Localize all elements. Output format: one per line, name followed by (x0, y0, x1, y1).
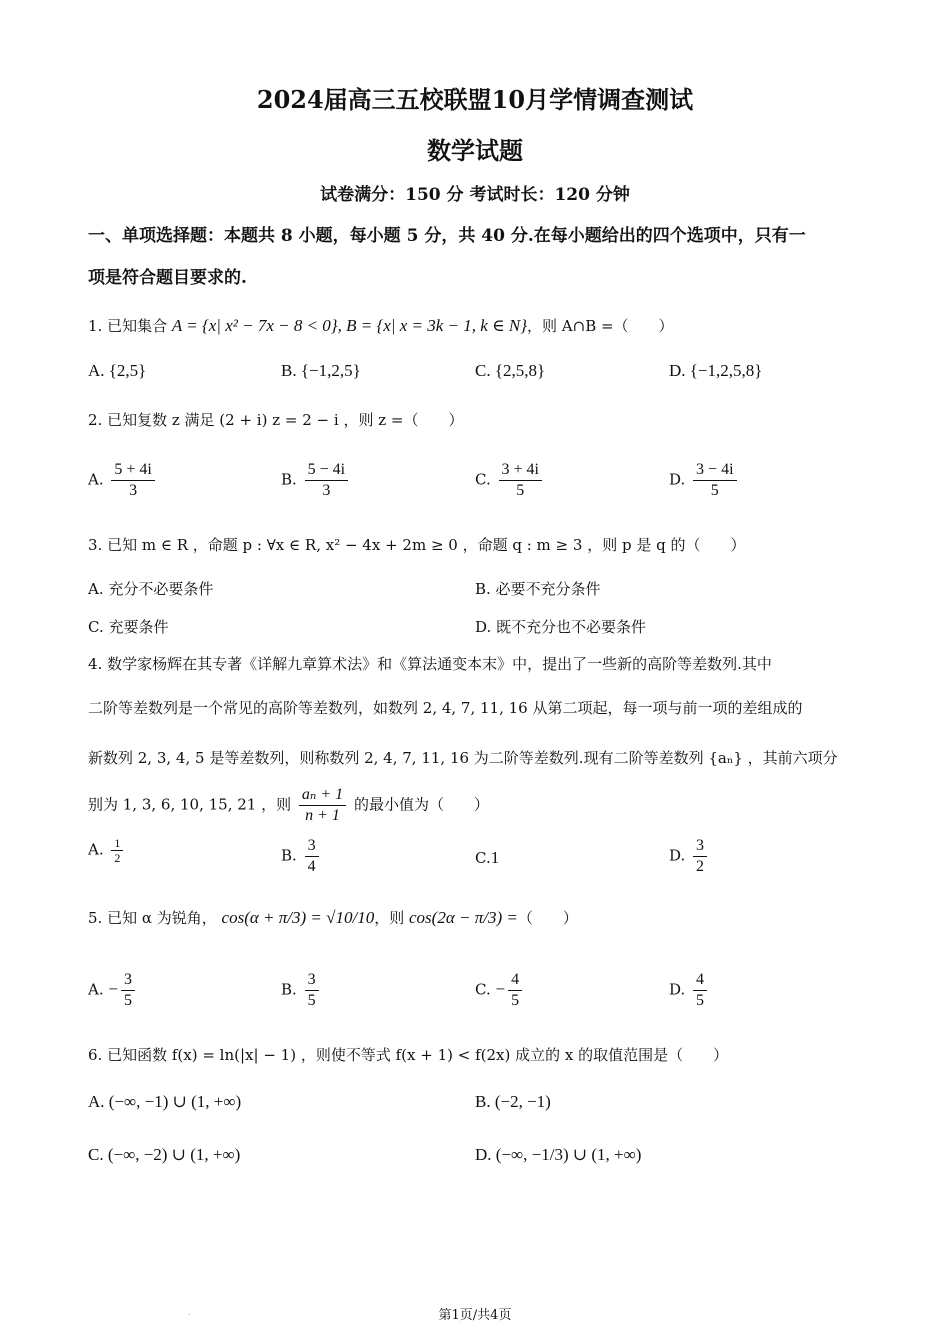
fraction-numerator: 3 + 4i (499, 460, 542, 481)
question-4-line4 (88, 785, 878, 826)
fraction-numerator: 3 (121, 970, 135, 991)
fraction-numerator: 4 (693, 970, 707, 991)
exam-subject: 数学试题 (427, 136, 523, 165)
question-2-option-b (281, 460, 351, 501)
question-5-suffix: （ ） (517, 909, 578, 927)
question-5-number: 5. (88, 909, 108, 927)
fraction-numerator: 3 (305, 836, 319, 857)
question-5-condition: cos(α + π/3) = √10/10 (221, 908, 375, 927)
option-label: A. (88, 840, 104, 859)
option-label: C. (475, 849, 491, 867)
exam-title: 2024届高三五校联盟10月学情调查测试 (256, 85, 694, 114)
fraction-numerator: aₙ + 1 (299, 785, 346, 806)
option-sign: − (495, 979, 506, 999)
question-2-text: 已知复数 z 满足 (2 + i) z = 2 − i ，则 z =（ ） (107, 411, 464, 429)
question-3-option-d: D. 既不充分也不必要条件 (475, 618, 647, 636)
question-2 (88, 408, 878, 432)
question-5 (88, 906, 878, 930)
question-6-text: 已知函数 f(x) = ln(|x| − 1) ，则使不等式 f(x + 1) < f(2x) 成立的 x 的取值范围是（ ） (107, 1046, 729, 1064)
option-value: 1 (490, 848, 500, 867)
option-label: B. (281, 980, 297, 999)
question-3-text: 已知 m ∈ R ，命题 p : ∀x ∈ R, x² − 4x + 2m ≥ 0 ，命题 q : m ≥ 3 ，则 p 是 q 的（ ） (107, 536, 746, 554)
fraction-numerator: 4 (508, 970, 522, 991)
fraction-numerator: 5 + 4i (111, 460, 154, 481)
question-6-option-a: A. (−∞, −1) ∪ (1, +∞) (88, 1092, 242, 1111)
question-6-option-b: B. (−2, −1) (475, 1092, 551, 1111)
option-label: C. (475, 470, 491, 489)
fraction-denominator: 5 (710, 482, 719, 499)
question-6-number: 6. (88, 1046, 108, 1064)
exam-info: 试卷满分：150 分 考试时长：120 分钟 (320, 185, 630, 205)
question-1-math: A = {x| x² − 7x − 8 < 0}, B = {x| x = 3k − 1, k ∈ N} (171, 316, 528, 335)
question-1-number: 1. (88, 317, 108, 335)
question-2-option-c (475, 460, 545, 501)
question-6 (88, 1043, 878, 1067)
fraction-denominator: 5 (123, 992, 132, 1009)
stray-mark: . (188, 1308, 191, 1317)
option-label: D. (669, 470, 686, 489)
question-3-option-a: A. 充分不必要条件 (88, 580, 214, 598)
question-5-option-c (475, 970, 525, 1011)
question-5-option-b (281, 970, 322, 1011)
option-label: D. (669, 846, 686, 865)
fraction-numerator: 3 − 4i (693, 460, 736, 481)
question-4-option-b (281, 836, 322, 877)
question-6-option-d: D. (−∞, −1/3) ∪ (1, +∞) (475, 1145, 642, 1164)
question-4-option-a (88, 836, 126, 865)
question-5-target: cos(2α − π/3) = (409, 908, 518, 927)
question-4-line4-prefix: 别为 1, 3, 6, 10, 15, 21 ，则 (88, 795, 292, 814)
fraction-denominator: 5 (696, 992, 705, 1009)
fraction-numerator: 3 (305, 970, 319, 991)
option-label: B. (281, 846, 297, 865)
question-6-option-c: C. (−∞, −2) ∪ (1, +∞) (88, 1145, 241, 1164)
question-1-option-a: A. {2,5} (88, 361, 147, 380)
question-1-suffix: ，则 A∩B =（ ） (527, 317, 674, 335)
option-label: A. (88, 980, 104, 999)
fraction-denominator: n + 1 (305, 807, 340, 824)
option-label: A. (88, 470, 104, 489)
question-3 (88, 533, 878, 557)
fraction-denominator: 2 (696, 858, 705, 875)
option-label: D. (669, 980, 686, 999)
question-2-number: 2. (88, 411, 108, 429)
question-1-option-d: D. {−1,2,5,8} (669, 361, 763, 380)
fraction-denominator: 2 (114, 851, 121, 865)
question-5-prefix: 已知 α 为锐角， (107, 909, 217, 927)
question-1-option-b: B. {−1,2,5} (281, 361, 361, 380)
fraction-numerator: 3 (693, 836, 707, 857)
question-4-option-c (475, 846, 499, 870)
question-4-option-d (669, 836, 710, 877)
section-heading-line2: 项是符合题目要求的. (88, 268, 247, 288)
question-4-line4-suffix: 的最小值为（ ） (353, 795, 489, 814)
option-sign: − (108, 979, 118, 999)
question-1-prefix: 已知集合 (107, 317, 168, 335)
fraction-denominator: 5 (516, 482, 525, 499)
question-3-option-b: B. 必要不充分条件 (475, 580, 601, 598)
fraction-numerator: 1 (111, 836, 123, 851)
question-5-option-a (88, 970, 138, 1011)
question-4-line3: 新数列 2, 3, 4, 5 是等差数列，则称数列 2, 4, 7, 11, 16 为二阶等差数列.现有二阶等差数列 {aₙ} ，其前六项分 (88, 749, 838, 767)
question-1-option-c: C. {2,5,8} (475, 361, 546, 380)
fraction-denominator: 4 (307, 858, 316, 875)
question-2-option-d (669, 460, 740, 501)
question-4-line1: 4. 数学家杨辉在其专著《详解九章算术法》和《算法通变本末》中，提出了一些新的高阶等差数列.其中 (88, 655, 772, 673)
option-label: B. (281, 470, 297, 489)
question-1 (88, 314, 878, 338)
question-4-line2: 二阶等差数列是一个常见的高阶等差数列，如数列 2, 4, 7, 11, 16 从第二项起，每一项与前一项的差组成的 (88, 699, 803, 717)
fraction-denominator: 3 (129, 482, 138, 499)
question-5-mid: ，则 (374, 909, 405, 927)
question-3-option-c: C. 充要条件 (88, 618, 169, 636)
fraction-denominator: 5 (511, 992, 520, 1009)
question-5-option-d (669, 970, 710, 1011)
question-3-number: 3. (88, 536, 108, 554)
fraction-denominator: 3 (322, 482, 331, 499)
fraction-denominator: 5 (307, 992, 316, 1009)
section-heading-line1: 一、单项选择题：本题共 8 小题，每小题 5 分，共 40 分.在每小题给出的四个选项中，只有一 (88, 226, 806, 246)
question-2-option-a (88, 460, 158, 501)
option-label: C. (475, 980, 491, 999)
fraction-numerator: 5 − 4i (305, 460, 348, 481)
page-footer: 第1页/共4页 (438, 1308, 512, 1323)
